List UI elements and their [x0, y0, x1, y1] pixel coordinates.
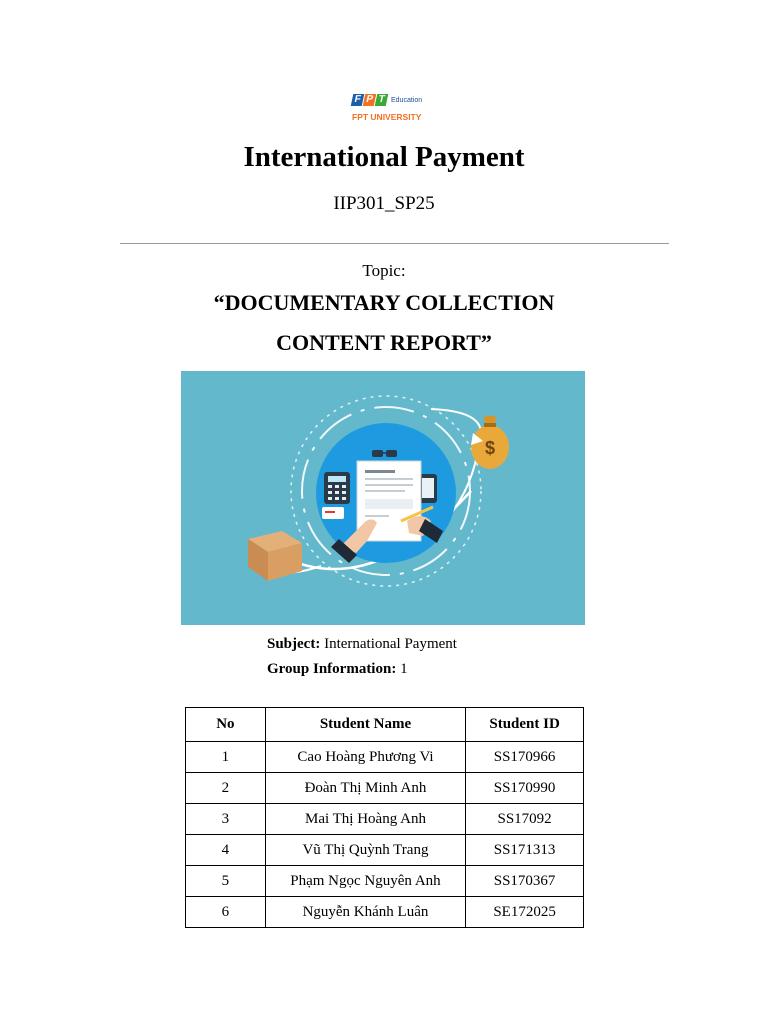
- cell-name: Mai Thị Hoàng Anh: [265, 804, 465, 835]
- logo-university-text: FPT UNIVERSITY: [352, 112, 422, 122]
- topic-label: Topic:: [362, 261, 406, 280]
- money-symbol: $: [484, 438, 496, 458]
- hero-illustration: [181, 371, 585, 625]
- table-row: [186, 742, 584, 773]
- header-no: No: [186, 708, 266, 742]
- document-title: International Payment: [243, 141, 525, 173]
- fpt-logo: [352, 92, 432, 126]
- topic-line-2: CONTENT REPORT”: [276, 330, 492, 355]
- group-label: Group Information:: [267, 661, 397, 677]
- cell-no: 3: [186, 804, 266, 835]
- card-icon: [322, 507, 344, 519]
- group-line: [267, 661, 408, 678]
- cell-no: 6: [186, 897, 266, 928]
- cell-id: SS170966: [466, 742, 584, 773]
- table-row: [186, 835, 584, 866]
- student-table: [185, 707, 584, 928]
- cell-id: SS17092: [466, 804, 584, 835]
- cell-no: 2: [186, 773, 266, 804]
- cell-no: 5: [186, 866, 266, 897]
- header-student-name: Student Name: [265, 708, 465, 742]
- cell-no: 1: [186, 742, 266, 773]
- table-header-row: [186, 708, 584, 742]
- cell-name: Cao Hoàng Phương Vi: [265, 742, 465, 773]
- table-row: [186, 773, 584, 804]
- topic-line-1: “DOCUMENTARY COLLECTION: [213, 290, 555, 315]
- cell-name: Nguyễn Khánh Luân: [265, 897, 465, 928]
- cell-id: SS170990: [466, 773, 584, 804]
- table-row: [186, 866, 584, 897]
- cell-id: SS170367: [466, 866, 584, 897]
- calculator-icon: [324, 472, 350, 504]
- cell-name: Đoàn Thị Minh Anh: [265, 773, 465, 804]
- table-row: [186, 897, 584, 928]
- cell-no: 4: [186, 835, 266, 866]
- table-row: [186, 804, 584, 835]
- course-code: IIP301_SP25: [333, 193, 435, 214]
- cell-name: Vũ Thị Quỳnh Trang: [265, 835, 465, 866]
- subject-label: Subject:: [267, 636, 321, 652]
- logo-letter-p: P: [363, 94, 377, 106]
- logo-letter-f: F: [351, 94, 365, 106]
- cell-id: SE172025: [466, 897, 584, 928]
- group-value: 1: [400, 661, 408, 677]
- logo-education-text: Education: [391, 97, 423, 104]
- divider: [120, 243, 669, 244]
- logo-letter-t: T: [375, 94, 389, 106]
- fpt-logo-mark: [352, 92, 422, 106]
- cell-id: SS171313: [466, 835, 584, 866]
- subject-line: [267, 636, 457, 653]
- cell-name: Phạm Ngọc Nguyên Anh: [265, 866, 465, 897]
- phone-icon: [419, 474, 437, 503]
- subject-value: International Payment: [324, 636, 457, 652]
- header-student-id: Student ID: [466, 708, 584, 742]
